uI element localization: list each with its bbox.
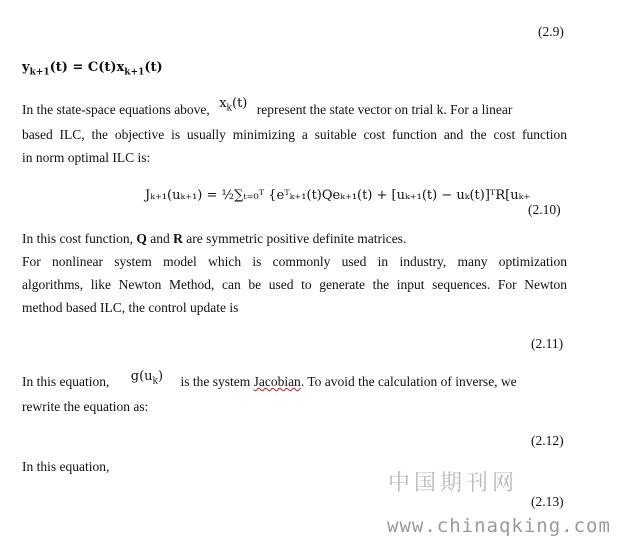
eq-lhs: y <box>22 60 30 75</box>
paragraph-line: For nonlinear system model which is commonly used in industry, many optimization <box>22 254 567 269</box>
equation-number: (2.10) <box>528 202 561 217</box>
paragraph-jacobian: In this equation, $g(u_k)$ is the system Jacobian. To avoid the calculation of inverse, we <box>22 369 517 389</box>
matrix-q: Q <box>136 231 147 246</box>
paragraph-line: based ILC, the objective is usually minimizing a suitable cost function and the cost function <box>22 127 567 142</box>
paragraph-cost-function: In this cost function, Q and R are symmetric positive definite matrices. <box>22 231 407 246</box>
jacobian-word: Jacobian <box>253 374 301 389</box>
watermark-url: www.chinaqking.com <box>387 515 611 537</box>
equation-number: (2.13) <box>531 494 564 509</box>
equation-number: (2.9) <box>538 24 564 39</box>
equation-number: (2.11) <box>531 336 564 351</box>
eq-rest: (t)x <box>98 60 125 75</box>
eq-rest-sub: k+1 <box>124 67 145 78</box>
eq-matrix-c: C <box>87 60 99 75</box>
eq-body: (t) = <box>49 60 88 75</box>
para1-after: represent the state vector on trial k. For a linear <box>256 102 513 117</box>
para1-before: In the state-space equations above, <box>22 102 210 117</box>
paragraph-line: rewrite the equation as: <box>22 399 149 414</box>
matrix-r: R <box>173 231 183 246</box>
eq-tail: (t) <box>144 60 163 75</box>
paragraph-line: in norm optimal ILC is: <box>22 150 151 165</box>
paragraph-line: algorithms, like Newton Method, can be used to generate the input sequences. For Newton <box>22 277 567 292</box>
inline-math-g: $g(u_k)$ <box>130 369 164 387</box>
paragraph-line: In this equation, <box>22 459 110 474</box>
inline-math-xk: $x_k(t)$ <box>219 96 248 114</box>
eq-lhs-sub: k+1 <box>29 67 50 78</box>
equation-2-10: Jₖ₊₁(uₖ₊₁) = ½∑ₜ₌₀ᵀ {eᵀₖ₊₁(t)Qeₖ₊₁(t) + [uₖ₊₁(t) − uₖ(t)]ᵀR[uₖ₊ <box>145 188 531 203</box>
watermark-chinese: 中国期刊网 <box>388 471 519 496</box>
equation-2-9 <box>22 60 163 78</box>
equation-number: (2.12) <box>531 433 564 448</box>
paragraph-line: method based ILC, the control update is <box>22 300 239 315</box>
